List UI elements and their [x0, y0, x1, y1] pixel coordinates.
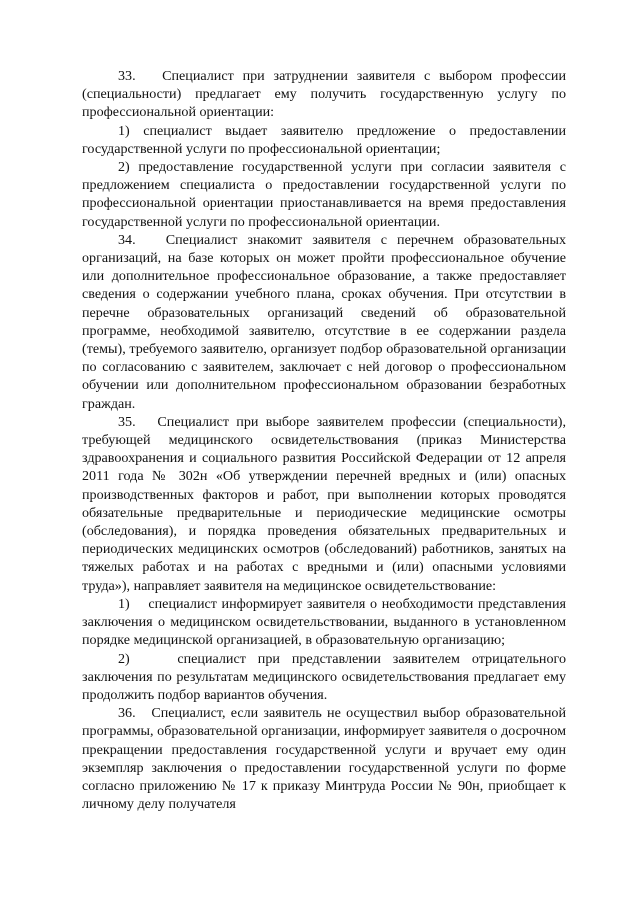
paragraph-35-item-2: 2) специалист при представлении заявителем отрицательного заключения по результатам медицинского освидетельствования предлагает ему продолжить подбор вариантов обучения.: [82, 650, 566, 703]
paragraph-33: 33. Специалист при затруднении заявителя с выбором профессии (специальности) предлагает ему получить государственную услугу по профессиональной ориентации:: [82, 68, 566, 121]
paragraph-35-item-1: 1) специалист информирует заявителя о необходимости представления заключения о медицинском освидетельствовании, выданного в установленном порядке медицинской организацией, в образовательную организацию;: [82, 595, 566, 649]
document-page: [82, 67, 566, 813]
paragraph-35: 35. Специалист при выборе заявителем профессии (специальности), требующей медицинского освидетельствования (приказ Министерства здравоохранения и социального развития Российской Федерации от 12 апреля 2011 года № 302н «Об утверждении перечней вредных и (или) опасных производственных факторов и работ, при выполнении которых проводятся обязательные предварительные и периодические медицинские осмотры (обследования), и порядка проведения обязательных предварительных и периодических медицинских осмотров (обследований) работников, занятых на тяжелых работах и на работах с вредными и (или) опасными условиями труда»), направляет заявителя на медицинское освидетельствование:: [82, 413, 566, 594]
paragraph-33-item-1: 1) специалист выдает заявителю предложение о предоставлении государственной услуги по профессиональной ориентации;: [82, 122, 566, 157]
paragraph-34: 34. Специалист знакомит заявителя с перечнем образовательных организаций, на базе которых он может пройти профессиональное обучение или дополнительное профессиональное образование, а также предоставляет сведения о содержании учебного плана, сроках обучения. При отсутствии в перечне образовательных организаций сведений об образовательной программе, необходимой заявителю, отсутствие в ее содержании раздела (темы), требуемого заявителю, организует подбор образовательной организации по согласованию с заявителем, заключает с ней договор о профессиональном обучении или дополнительном профессиональном образовании безработных граждан.: [82, 231, 566, 412]
paragraph-33-item-2: 2) предоставление государственной услуги при согласии заявителя с предложением специалиста о предоставлении государственной услуги по профессиональной ориентации приостанавливается на время предоставления государственной услуги по профессиональной ориентации.: [82, 159, 566, 230]
paragraph-36: 36. Специалист, если заявитель не осуществил выбор образовательной программы, образовательной организации, информирует заявителя о досрочном прекращении предоставления государственной услуги и вручает ему один экземпляр заключения о предоставлении государственной услуги по форме согласно приложению № 17 к приказу Минтруда России № 90н, приобщает к личному делу получателя: [82, 705, 566, 813]
